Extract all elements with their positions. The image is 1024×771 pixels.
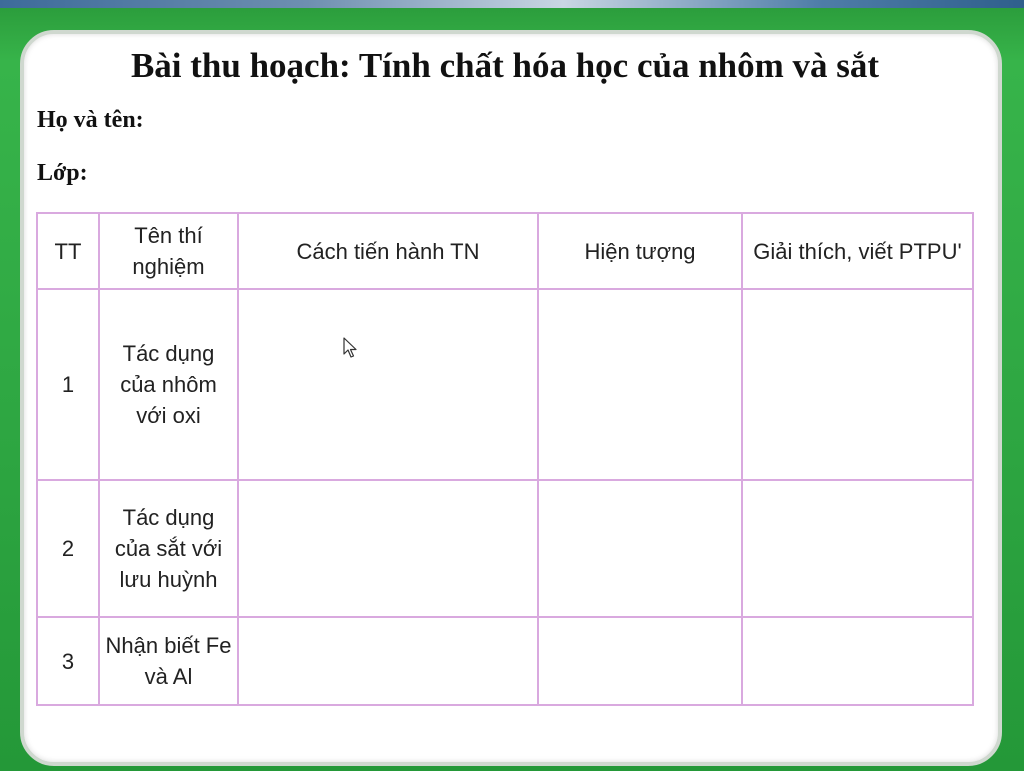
table-row [37, 617, 973, 705]
row-procedure-cell[interactable] [238, 617, 538, 705]
header-experiment-name: Tên thí nghiệm [99, 213, 238, 289]
row-tt: 3 [37, 617, 99, 705]
row-tt: 2 [37, 480, 99, 617]
window-top-strip [0, 0, 1024, 8]
row-phenomenon-cell[interactable] [538, 480, 742, 617]
header-phenomenon: Hiện tượng [538, 213, 742, 289]
row-procedure-cell[interactable] [238, 480, 538, 617]
class-label: Lớp: [37, 160, 88, 186]
student-name-label: Họ và tên: [37, 107, 144, 133]
table-row [37, 289, 973, 480]
table-header-row [37, 213, 973, 289]
header-procedure: Cách tiến hành TN [238, 213, 538, 289]
header-explanation: Giải thích, viết PTPU' [742, 213, 973, 289]
report-table [36, 212, 974, 706]
page-title: Bài thu hoạch: Tính chất hóa học của nhôm và sắt [130, 46, 880, 85]
row-explanation-cell[interactable] [742, 617, 973, 705]
mouse-pointer-icon [343, 337, 357, 359]
header-tt: TT [37, 213, 99, 289]
row-experiment-name: Nhận biết Fe và Al [99, 617, 238, 705]
row-tt: 1 [37, 289, 99, 480]
row-procedure-cell[interactable] [238, 289, 538, 480]
row-phenomenon-cell[interactable] [538, 617, 742, 705]
row-explanation-cell[interactable] [742, 289, 973, 480]
row-experiment-name: Tác dụng của nhôm với oxi [99, 289, 238, 480]
table-row [37, 480, 973, 617]
row-phenomenon-cell[interactable] [538, 289, 742, 480]
row-explanation-cell[interactable] [742, 480, 973, 617]
row-experiment-name: Tác dụng của sắt với lưu huỳnh [99, 480, 238, 617]
